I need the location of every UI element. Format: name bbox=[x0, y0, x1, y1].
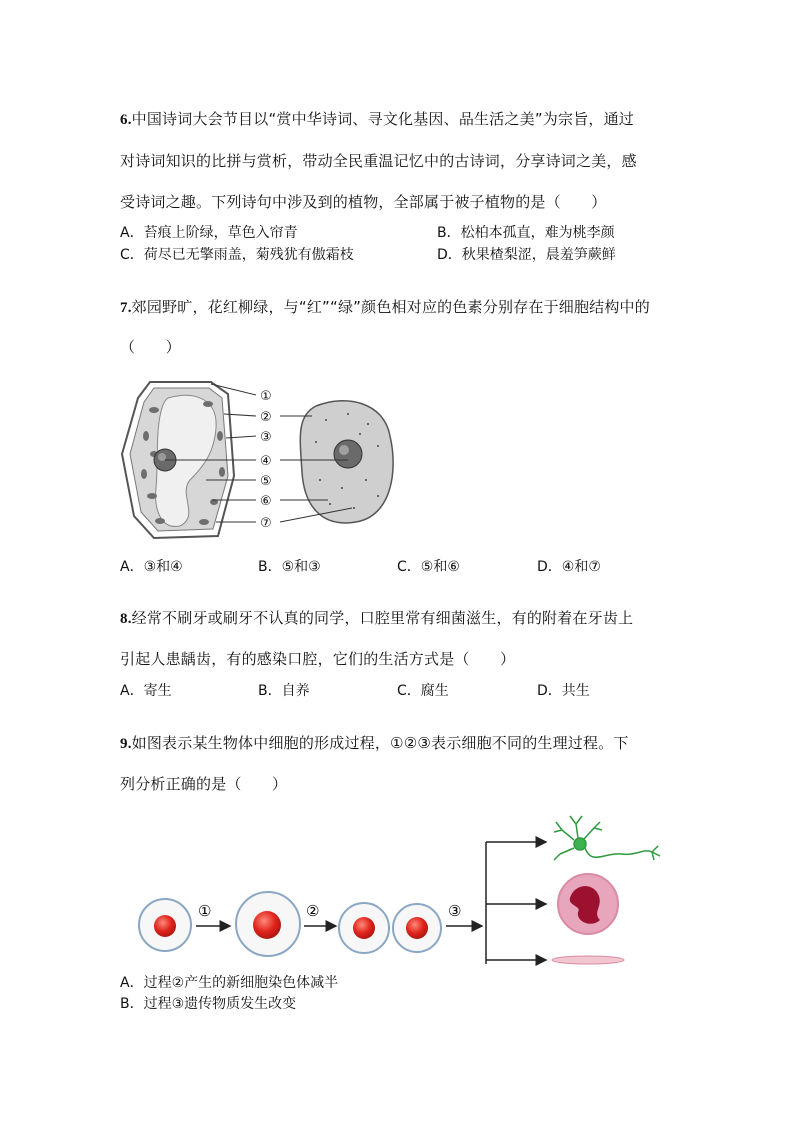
cell-3a bbox=[339, 903, 389, 953]
cell-division-figure bbox=[130, 812, 670, 972]
q8-stem-1: 经常不刷牙或刷牙不认真的同学，口腔里常有细菌滋生，有的附着在牙齿上 bbox=[131, 609, 634, 627]
cell-1 bbox=[139, 899, 191, 951]
process-1-label: ① bbox=[198, 902, 212, 920]
neuron-cell bbox=[554, 816, 660, 860]
label-4: ④ bbox=[260, 454, 272, 469]
q6-number: 6. bbox=[120, 112, 132, 128]
q7-line1 bbox=[120, 296, 650, 317]
process-3-label: ③ bbox=[448, 902, 462, 920]
white-blood-cell bbox=[558, 874, 618, 934]
q7-option-d[interactable]: D．④和⑦ bbox=[537, 559, 601, 575]
label-7: ⑦ bbox=[260, 516, 272, 531]
q7-stem-2: （ ） bbox=[120, 338, 181, 356]
spindle-cell bbox=[552, 956, 624, 964]
q6-option-b[interactable]: B．松柏本孤直，难为桃李颜 bbox=[437, 225, 615, 241]
q8-option-d[interactable]: D．共生 bbox=[537, 683, 590, 699]
q8-stem-2: 引起人患龋齿，有的感染口腔，它们的生活方式是（ ） bbox=[120, 650, 516, 668]
q6-option-c[interactable]: C．荷尽已无擎雨盖，菊残犹有傲霜枝 bbox=[120, 247, 354, 263]
q7-option-a[interactable]: A．③和④ bbox=[120, 559, 183, 575]
cell-structure-figure bbox=[116, 376, 406, 546]
q6-stem-2: 对诗词知识的比拼与赏析，带动全民重温记忆中的古诗词，分享诗词之美，感 bbox=[120, 152, 637, 170]
label-3: ③ bbox=[260, 430, 272, 445]
q6-option-a[interactable]: A．苔痕上阶绿，草色入帘青 bbox=[120, 225, 298, 241]
animal-nucleus bbox=[334, 440, 362, 468]
label-1: ① bbox=[260, 389, 272, 404]
q9-number: 9. bbox=[120, 736, 132, 752]
process-2-label: ② bbox=[306, 902, 320, 920]
q7-option-c[interactable]: C．⑤和⑥ bbox=[397, 559, 460, 575]
q8-option-b[interactable]: B．自养 bbox=[258, 683, 310, 699]
q8-option-c[interactable]: C．腐生 bbox=[397, 683, 449, 699]
q7-option-b[interactable]: B．⑤和③ bbox=[258, 559, 321, 575]
q9-option-b[interactable]: B．过程③遗传物质发生改变 bbox=[120, 996, 297, 1012]
q7-number: 7. bbox=[120, 300, 132, 316]
q8-line1 bbox=[120, 607, 633, 628]
q6-stem-3: 受诗词之趣。下列诗句中涉及到的植物，全部属于被子植物的是（ ） bbox=[120, 193, 607, 211]
q7-stem-1: 郊园野旷，花红柳绿，与“红”“绿”颜色相对应的色素分别存在于细胞结构中的 bbox=[131, 298, 650, 316]
q6-stem-1: 中国诗词大会节目以“赏中华诗词、寻文化基因、品生活之美”为宗旨，通过 bbox=[131, 110, 635, 128]
label-2: ② bbox=[260, 410, 272, 425]
q6-option-d[interactable]: D．秋果楂梨涩，晨羞笋蕨鲜 bbox=[437, 247, 616, 263]
cell-3b bbox=[393, 904, 441, 952]
label-6: ⑥ bbox=[260, 494, 272, 509]
q9-stem-1: 如图表示某生物体中细胞的形成过程，①②③表示细胞不同的生理过程。下 bbox=[131, 734, 629, 752]
q9-stem-2: 列分析正确的是（ ） bbox=[120, 775, 288, 793]
label-5: ⑤ bbox=[260, 474, 272, 489]
q8-option-a[interactable]: A．寄生 bbox=[120, 683, 172, 699]
cell-2 bbox=[236, 892, 300, 956]
q8-number: 8. bbox=[120, 611, 132, 627]
q9-option-a[interactable]: A．过程②产生的新细胞染色体减半 bbox=[120, 975, 339, 991]
q9-line1 bbox=[120, 732, 629, 753]
q6-line1 bbox=[120, 108, 634, 129]
